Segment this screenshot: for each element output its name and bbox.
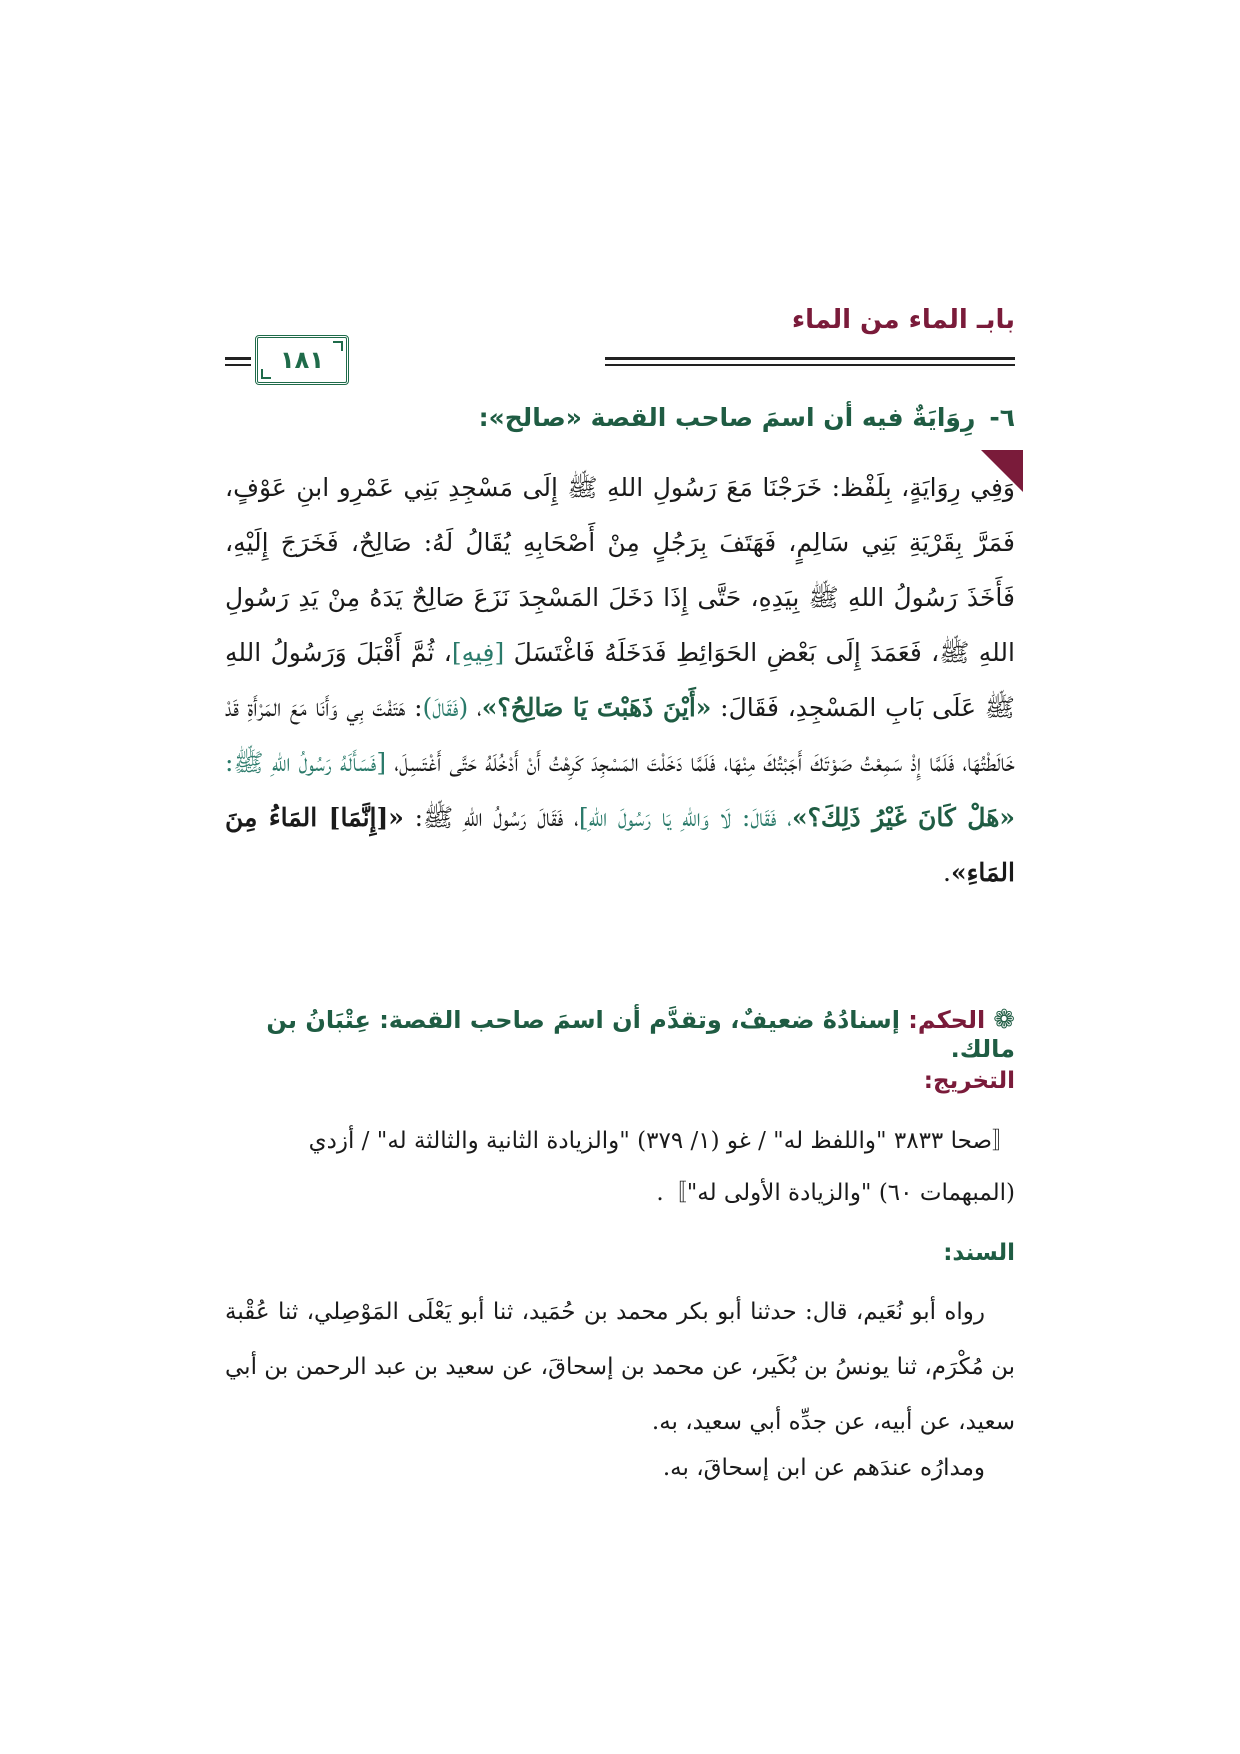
prophet-quote: «أَيْنَ ذَهَبْتَ يَا صَالِحُ؟» xyxy=(481,693,712,722)
chapter-title: بابـ الماء من الماء xyxy=(791,305,1015,335)
hadith-segment: وَفِي رِوَايَةٍ، بِلَفْظ: خَرَجْنَا مَعَ رَسُولِ اللهِ ﷺ إِلَى مَسْجِدِ بَنِي عَمْرِو ابنِ عَوْفٍ، فَمَرَّ بِقَرْيَةِ بَنِي سَالِمٍ، فَهَتَفَ بِرَجُلٍ مِنْ أَصْحَابِهِ يُقَالُ لَهُ: صَالِحٌ، فَخَرَجَ إِلَيْهِ، فَأَخَذَ رَسُولُ اللهِ ﷺ بِيَدِهِ، حَتَّى إِذَا دَخَلَ المَسْجِدَ نَزَعَ صَالِحٌ يَدَهُ مِنْ يَدِ رَسُولِ اللهِ ﷺ، فَعَمَدَ إِلَى بَعْضِ الحَوَائِطِ فَدَخَلَهُ فَاغْتَسَلَ xyxy=(225,473,1015,667)
takhrij-heading: التخريج: xyxy=(923,1068,1015,1094)
header-rule xyxy=(225,357,251,360)
hadith-variant: (فَقَالَ) xyxy=(422,693,469,722)
section-heading xyxy=(225,403,1015,432)
page-header xyxy=(225,305,1015,385)
section-title: رِوَايَةٌ فيه أن اسمَ صاحب القصة «صالح»: xyxy=(478,403,976,432)
ruling-label: الحكم: xyxy=(908,1006,986,1034)
takhrij-text: 〚صحا ٣٨٣٣ "واللفظ له" / غو (١/ ٣٧٩) "والزيادة الثانية والثالثة له" / أزدي (المبهمات ٦٠) "والزيادة الأولى له"〛. xyxy=(308,1128,1015,1206)
flower-ornament-icon: ❁ xyxy=(993,1005,1015,1035)
header-rule xyxy=(605,364,1015,366)
ruling xyxy=(225,1005,1015,1063)
hadith-segment: ، ثُمَّ أَقْبَلَ وَرَسُولُ اللهِ ﷺ عَلَى بَابِ المَسْجِدِ، فَقَالَ: xyxy=(225,638,1015,722)
hadith-text xyxy=(225,460,1015,900)
hadith-addition: [فِيهِ] xyxy=(451,638,505,667)
hadith-addition: [فَسَأَلَهُ رَسُولُ اللهِ ﷺ: xyxy=(225,748,387,777)
sanad-heading: السند: xyxy=(943,1240,1015,1266)
section-number: ٦- xyxy=(989,403,1015,432)
prophet-quote: «[إِنَّمَا] المَاءُ مِنَ المَاءِ» xyxy=(225,803,1015,887)
hadith-segment: : هَتَفْتَ بِي وَأَنَا مَعَ المَرْأَةِ قَدْ خَالَطْتُهَا، فَلَمَّا إِذْ سَمِعْتُ صَوْتَكَ أَجَبْتُكَ مِنْهَا، فَلَمَّا دَخَلْتَ المَسْجِدَ كَرِهْتُ أَنْ أَدْخُلَهُ حَتَّى أَغْتَسِلَ، xyxy=(225,693,1015,777)
page-number: ١٨١ xyxy=(255,335,349,385)
prophet-quote: «هَلْ كَانَ غَيْرُ ذَلِكَ؟» xyxy=(791,803,1016,832)
hadith-segment: . xyxy=(943,858,951,887)
hadith-segment: ، xyxy=(477,693,482,722)
ruling-text: إسنادُهُ ضعيفٌ، وتقدَّم أن اسمَ صاحب القصة: عِتْبَانُ بن مالك. xyxy=(266,1006,1015,1063)
header-rule xyxy=(225,364,251,366)
hadith-addition: ، فَقَالَ: لَا وَاللهِ يَا رَسُولَ اللهِ] xyxy=(578,803,792,832)
hadith-segment: ، فَقَالَ رَسُولُ اللهِ ﷺ: xyxy=(414,803,579,832)
sanad-closing: ومدارُه عندَهم عن ابن إسحاقَ، به. xyxy=(662,1455,985,1481)
sanad-text: رواه أبو نُعَيم، قال: حدثنا أبو بكر محمد بن حُمَيد، ثنا أبو يَعْلَى المَوْصِلي، ثنا عُقْبة بن مُكْرَم، ثنا يونسُ بن بُكَير، عن محمد بن إسحاقَ، عن سعيد بن عبد الرحمن بن أبي سعيد، عن أبيه، عن جدِّه أبي سعيد، به. xyxy=(225,1299,1015,1435)
header-rule xyxy=(605,357,1015,360)
